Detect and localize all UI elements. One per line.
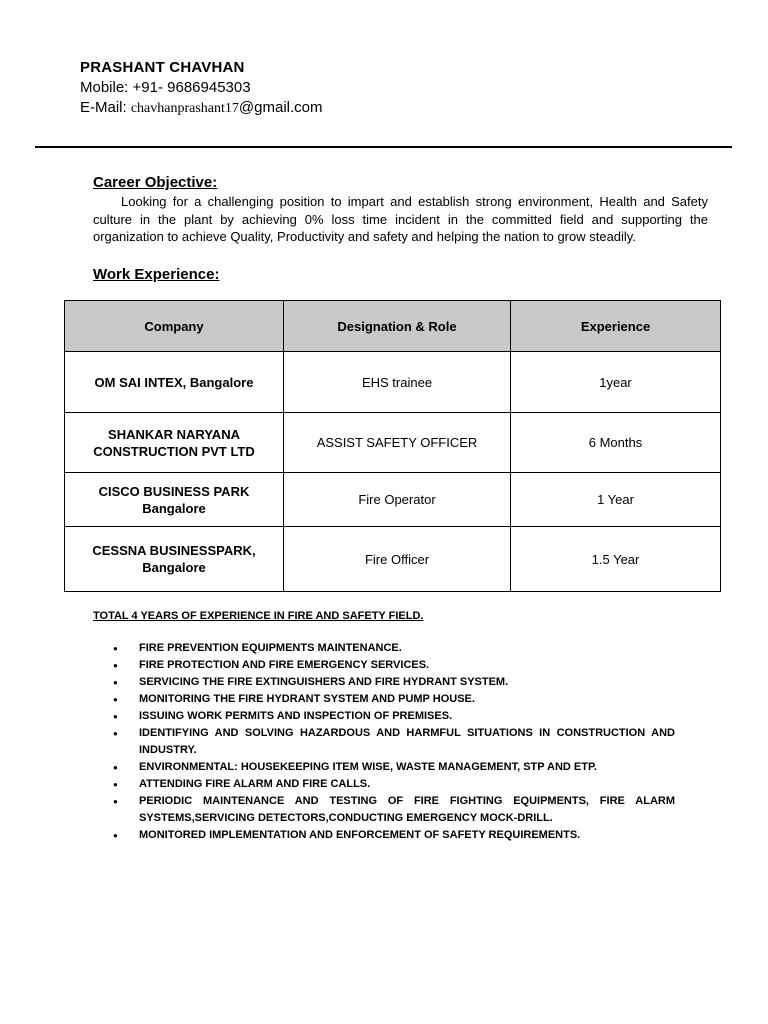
header-divider xyxy=(35,146,732,148)
resume-header xyxy=(80,58,323,119)
company-cell xyxy=(65,473,284,527)
table-row xyxy=(65,473,721,527)
experience-cell: 1.5 Year xyxy=(511,527,721,592)
list-item: ● ISSUING WORK PERMITS AND INSPECTION OF PREMISES. xyxy=(113,708,675,725)
company-location: Bangalore xyxy=(142,560,206,575)
column-header-company: Company xyxy=(65,301,284,352)
career-objective-heading: Career Objective: xyxy=(93,174,218,191)
role-cell: Fire Operator xyxy=(284,473,511,527)
experience-cell: 1year xyxy=(511,352,721,413)
total-experience-statement: TOTAL 4 YEARS OF EXPERIENCE IN FIRE AND SAFETY FIELD. xyxy=(93,610,424,622)
career-objective-text xyxy=(93,193,708,246)
list-item: ● MONITORED IMPLEMENTATION AND ENFORCEMENT OF SAFETY REQUIREMENTS. xyxy=(113,827,675,844)
column-header-role: Designation & Role xyxy=(284,301,511,352)
company-name: CISCO BUSINESS PARK xyxy=(98,483,250,499)
table-row xyxy=(65,352,721,413)
email-domain: @gmail.com xyxy=(238,99,323,116)
column-header-experience: Experience xyxy=(511,301,721,352)
list-item: ● MONITORING THE FIRE HYDRANT SYSTEM AND PUMP HOUSE. xyxy=(113,691,675,708)
email-user: chavhanprashant17 xyxy=(130,101,239,116)
mobile-value: +91- 9686945303 xyxy=(132,79,251,96)
company-name-line2: CONSTRUCTION PVT LTD xyxy=(93,443,255,459)
list-item: ● ENVIRONMENTAL: HOUSEKEEPING ITEM WISE, WASTE MANAGEMENT, STP AND ETP. xyxy=(113,759,675,776)
role-cell: EHS trainee xyxy=(284,352,511,413)
list-item: ● ATTENDING FIRE ALARM AND FIRE CALLS. xyxy=(113,776,675,793)
work-experience-heading: Work Experience: xyxy=(93,266,220,283)
company-location: Bangalore xyxy=(142,500,206,516)
mobile-label: Mobile: xyxy=(80,79,129,96)
mobile-line xyxy=(80,78,323,98)
career-objective-body: Looking for a challenging position to impart and establish strong environment, Health and Safety culture in the plant by achieving 0% loss time incident in the committed field and supporting the organization to achieve Quality, Productivity and safety and helping the nation to grow steadily. xyxy=(93,194,708,244)
email-label: E-Mail: xyxy=(80,99,127,116)
role-cell: ASSIST SAFETY OFFICER xyxy=(284,413,511,473)
company-cell xyxy=(65,352,284,413)
list-item: ● FIRE PREVENTION EQUIPMENTS MAINTENANCE. xyxy=(113,640,675,657)
company-cell xyxy=(65,413,284,473)
email-line xyxy=(80,98,323,119)
candidate-name: PRASHANT CHAVHAN xyxy=(80,59,245,76)
company-name: SHANKAR NARYANA xyxy=(108,426,240,442)
list-item: ● IDENTIFYING AND SOLVING HAZARDOUS AND HARMFUL SITUATIONS IN CONSTRUCTION AND INDUSTRY. xyxy=(113,725,675,759)
work-experience-table xyxy=(64,300,721,592)
duties-list xyxy=(113,640,675,844)
company-cell xyxy=(65,527,284,592)
experience-cell: 6 Months xyxy=(511,413,721,473)
role-cell: Fire Officer xyxy=(284,527,511,592)
table-header-row xyxy=(65,301,721,352)
list-item: ● FIRE PROTECTION AND FIRE EMERGENCY SERVICES. xyxy=(113,657,675,674)
company-name: OM SAI INTEX, Bangalore xyxy=(94,374,254,390)
list-item: ● PERIODIC MAINTENANCE AND TESTING OF FIRE FIGHTING EQUIPMENTS, FIRE ALARM SYSTEMS,SERVICING DETECTORS,CONDUCTING EMERGENCY MOCK-DRILL. xyxy=(113,793,675,827)
table-row xyxy=(65,413,721,473)
experience-cell: 1 Year xyxy=(511,473,721,527)
company-name: CESSNA BUSINESSPARK, xyxy=(92,543,256,558)
list-item: ● SERVICING THE FIRE EXTINGUISHERS AND FIRE HYDRANT SYSTEM. xyxy=(113,674,675,691)
table-row xyxy=(65,527,721,592)
